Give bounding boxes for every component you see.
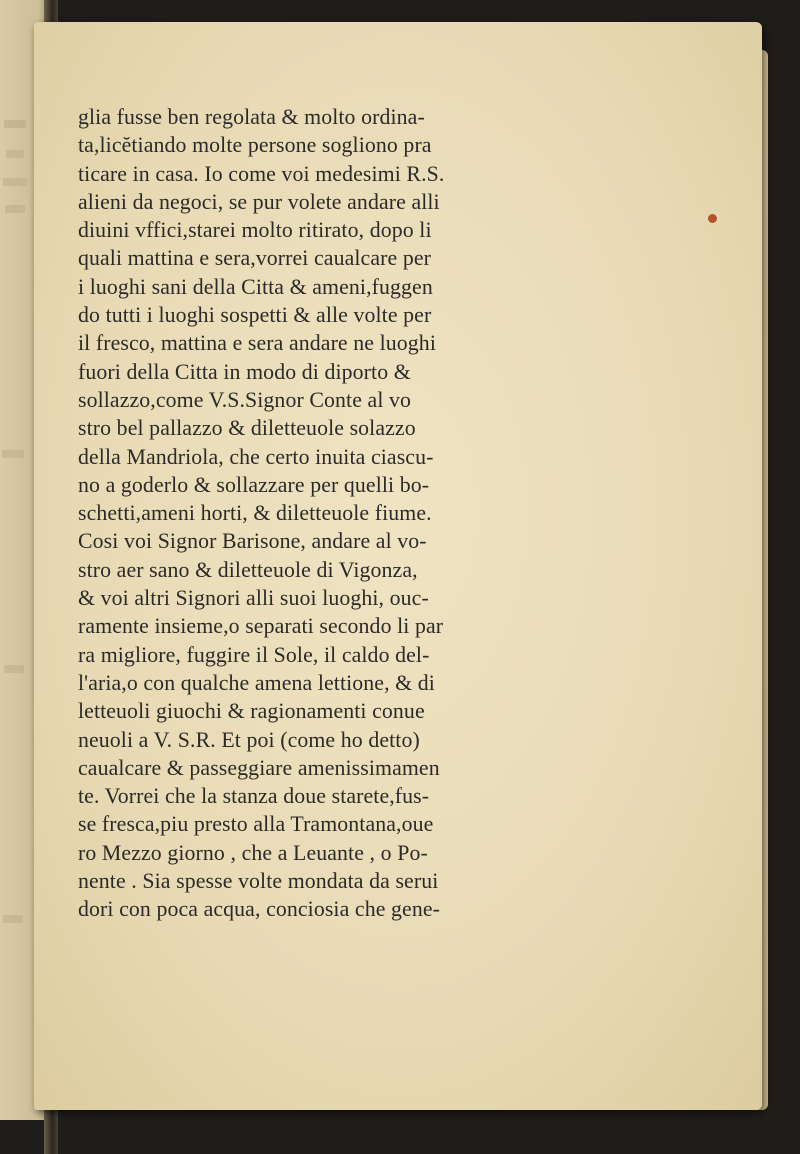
body-text bbox=[78, 103, 578, 924]
bleed-mark bbox=[4, 665, 24, 673]
text-line: della Mandriola, che certo inuita ciascu- bbox=[78, 443, 434, 469]
text-line: quali mattina e sera,vorrei caualcare per bbox=[78, 245, 431, 271]
text-line: stro aer sano & diletteuole di Vigonza, bbox=[78, 556, 418, 582]
text-line: sollazzo,come V.S.Signor Conte al vo bbox=[78, 386, 412, 412]
text-line: stro bel pallazzo & diletteuole solazzo bbox=[78, 415, 416, 441]
text-line: l'aria,o con qualche amena lettione, & di bbox=[78, 669, 435, 695]
text-line: diuini vffici,starei molto ritirato, dopo li bbox=[78, 217, 432, 243]
bleed-mark bbox=[6, 150, 24, 158]
text-line: il fresco, mattina e sera andare ne luoghi bbox=[78, 330, 436, 356]
text-line: caualcare & passeggiare amenissimamen bbox=[78, 754, 440, 780]
text-line: dori con poca acqua, conciosia che gene- bbox=[78, 896, 441, 922]
text-line: te. Vorrei che la stanza doue starete,fus- bbox=[78, 783, 430, 809]
text-line: do tutti i luoghi sospetti & alle volte per bbox=[78, 302, 432, 328]
text-line: schetti,ameni horti, & diletteuole fiume. bbox=[78, 500, 432, 526]
bleed-mark bbox=[5, 205, 25, 213]
bleed-mark bbox=[3, 915, 23, 923]
text-line: glia fusse ben regolata & molto ordina- bbox=[78, 104, 425, 129]
text-line: & voi altri Signori alli suoi luoghi, ouc- bbox=[78, 585, 429, 611]
text-line: no a goderlo & sollazzare per quelli bo- bbox=[78, 471, 430, 497]
text-line: nente . Sia spesse volte mondata da serui bbox=[78, 868, 439, 894]
text-line: ticare in casa. Io come voi medesimi R.S. bbox=[78, 160, 445, 186]
text-line: fuori della Citta in modo di diporto & bbox=[78, 358, 411, 384]
text-line: letteuoli giuochi & ragionamenti conue bbox=[78, 698, 425, 724]
bleed-mark bbox=[2, 450, 24, 458]
bleed-mark bbox=[4, 120, 26, 128]
text-line: neuoli a V. S.R. Et poi (come ho detto) bbox=[78, 726, 420, 752]
text-line: ro Mezzo giorno , che a Leuante , o Po- bbox=[78, 839, 428, 865]
text-line: Cosi voi Signor Barisone, andare al vo- bbox=[78, 528, 427, 554]
text-line: alieni da negoci, se pur volete andare alli bbox=[78, 188, 440, 214]
text-line: ra migliore, fuggire il Sole, il caldo del- bbox=[78, 641, 430, 667]
text-line: ta,licĕtiando molte persone sogliono pra bbox=[78, 132, 432, 158]
text-line: ramente insieme,o separati secondo li par bbox=[78, 613, 444, 639]
text-line: se fresca,piu presto alla Tramontana,oue bbox=[78, 811, 434, 837]
bleed-mark bbox=[3, 178, 27, 186]
text-line: i luoghi sani della Citta & ameni,fuggen bbox=[78, 273, 433, 299]
ink-stain bbox=[708, 214, 717, 223]
